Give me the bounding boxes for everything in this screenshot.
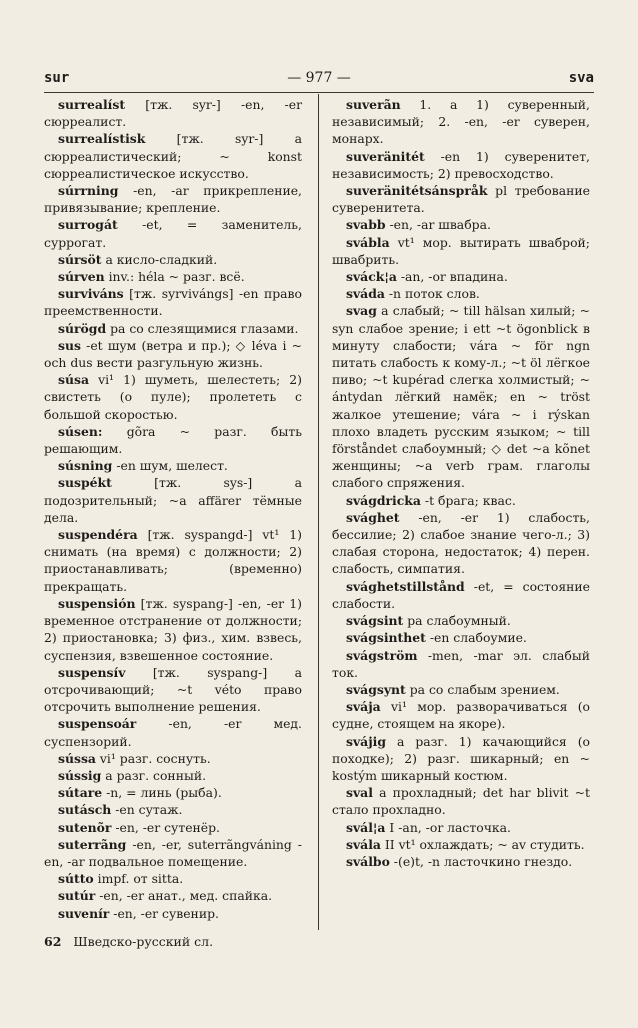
- entry-definition: -et, = заменитель, суррогат.: [44, 217, 302, 250]
- entry-headword: sus: [58, 337, 81, 353]
- dictionary-entry: [44, 337, 302, 371]
- entry-headword: svágsint: [346, 613, 404, 629]
- entry-headword: svághet: [346, 509, 400, 525]
- entry-headword: svag: [346, 303, 377, 319]
- entry-headword: sváda: [346, 286, 385, 302]
- dictionary-entry: [44, 182, 302, 216]
- dictionary-entry: [332, 285, 590, 302]
- dictionary-entry: [332, 96, 590, 148]
- dictionary-entry: [332, 234, 590, 268]
- entry-definition: -et шум (ветра и пр.); ◇ léva i ~ och dus вести разгульную жизнь.: [44, 337, 302, 371]
- entry-headword: sutenõr: [58, 819, 112, 835]
- entry-definition: a разг. 1) качающийся (о походке); 2) разг. шикарный; en ~ kostým шикарный костюм.: [332, 733, 590, 783]
- entry-headword: súrögd: [58, 320, 107, 336]
- entry-definition: -n, = линь (рыба).: [106, 785, 222, 801]
- entry-definition: -en, -er 1) слабость, бессилие; 2) слабое знание чего-л.; 3) слабая сторона, недостаток; 4) перен. слабость, симпатия.: [332, 509, 590, 577]
- entry-definition: pa слабоумный.: [407, 613, 511, 629]
- entry-headword: suspékt: [58, 475, 112, 491]
- entry-definition: II vt¹ охлаждать; ~ av студить.: [384, 836, 585, 852]
- header-rule: [44, 92, 594, 93]
- entry-headword: svájig: [346, 733, 387, 749]
- right-column: [332, 96, 590, 870]
- entry-definition: [тж. syspang-] a отсрочивающий; ~t véto право отсрочить выполнение решения.: [44, 664, 302, 715]
- dictionary-entry: [332, 182, 590, 216]
- entry-definition: -en, -ar швабра.: [389, 217, 491, 233]
- entry-definition: -en, -er анат., мед. спайка.: [99, 888, 273, 904]
- signature-number: 62: [44, 934, 62, 949]
- entry-headword: surrealíst: [58, 97, 126, 112]
- left-column: [44, 96, 302, 922]
- dictionary-entry: [44, 96, 302, 130]
- entry-headword: sússig: [58, 767, 102, 783]
- dictionary-entry: [332, 853, 590, 870]
- entry-definition: -en, -er, suterrãngváning -en, -ar подвальное помещение.: [44, 836, 302, 869]
- entry-headword: svágsynt: [346, 681, 406, 697]
- dictionary-entry: [44, 285, 302, 319]
- dictionary-entry: [44, 784, 302, 801]
- column-divider: [318, 94, 319, 930]
- dictionary-entry: [44, 526, 302, 595]
- dictionary-entry: [44, 457, 302, 474]
- entry-definition: [тж. sys-] a подозрительный; ~a affärer тёмные дела.: [44, 475, 302, 525]
- entry-headword: súrrning: [58, 183, 119, 199]
- entry-headword: suverãn: [346, 97, 401, 112]
- entry-definition: gõra ~ разг. быть решающим.: [44, 423, 302, 457]
- entry-definition: -(e)t, -n ласточкино гнездо.: [393, 853, 573, 869]
- entry-headword: sutásch: [58, 802, 112, 818]
- left-guide-word: sur: [44, 70, 70, 86]
- entry-headword: suvenír: [58, 905, 110, 921]
- entry-definition: 1. a 1) суверенный, независимый; 2. -en, -er суверен, монарх.: [332, 97, 590, 147]
- dictionary-entry: [44, 423, 302, 457]
- dictionary-entry: [44, 320, 302, 337]
- dictionary-entry: [44, 819, 302, 836]
- entry-definition: pa со слабым зрением.: [409, 681, 560, 697]
- entry-definition: impf. от sitta.: [97, 871, 184, 887]
- entry-definition: I -an, -or ласточка.: [389, 819, 511, 835]
- entry-definition: vi¹ 1) шуметь, шелестеть; 2) свистеть (о пуле); пролететь с большой скоростью.: [44, 372, 302, 422]
- entry-headword: súrsöt: [58, 251, 102, 267]
- entry-definition: [тж. syr-] -en, -er сюрреалист.: [44, 97, 302, 130]
- dictionary-entry: [44, 870, 302, 887]
- running-head: [44, 70, 594, 90]
- entry-definition: -en, -er мед. суспензорий.: [44, 716, 302, 749]
- entry-headword: súrven: [58, 269, 105, 285]
- dictionary-entry: [44, 905, 302, 922]
- dictionary-entry: [44, 887, 302, 904]
- entry-headword: súsen:: [58, 423, 103, 439]
- page-footer: [44, 934, 213, 949]
- entry-headword: suspensión: [58, 595, 136, 611]
- entry-headword: svágdricka: [346, 492, 421, 508]
- entry-definition: a прохладный; det har blivit ~t стало прохладно.: [332, 785, 590, 818]
- entry-headword: svála: [346, 836, 381, 852]
- entry-definition: -en, -er сутенёр.: [115, 819, 220, 835]
- entry-definition: [тж. syr-] a сюрреалистический; ~ konst сюрреалистическое искусство.: [44, 131, 302, 181]
- entry-definition: inv.: héla ~ разг. всё.: [108, 269, 245, 285]
- entry-definition: vi¹ разг. соснуть.: [99, 750, 211, 766]
- entry-definition: -en, -ar прикрепление, привязывание; крепление.: [44, 183, 302, 216]
- entry-definition: vi¹ мор. разворачиваться (о судне, стоящем на якоре).: [332, 699, 590, 732]
- entry-headword: sváck¦a: [346, 269, 397, 285]
- entry-definition: vt¹ мор. вытирать шваброй; швабрить.: [332, 234, 590, 267]
- dictionary-entry: [44, 130, 302, 182]
- dictionary-entry: [332, 216, 590, 233]
- entry-definition: -en 1) суверенитет, независимость; 2) превосходство.: [332, 148, 590, 181]
- dictionary-entry: [332, 733, 590, 785]
- dictionary-entry: [44, 664, 302, 716]
- entry-headword: súsa: [58, 372, 89, 388]
- entry-headword: sutúr: [58, 888, 96, 904]
- dictionary-entry: [332, 681, 590, 698]
- dictionary-entry: [332, 148, 590, 182]
- entry-definition: pl требование суверенитета.: [332, 183, 590, 216]
- entry-definition: -en шум, шелест.: [116, 458, 228, 474]
- dictionary-entry: [332, 302, 590, 491]
- entry-headword: sval: [346, 785, 373, 801]
- entry-definition: [тж. syrvivángs] -en право преемственности.: [44, 286, 302, 319]
- dictionary-entry: [44, 251, 302, 268]
- entry-headword: suterrãng: [58, 836, 127, 852]
- entry-definition: a разг. сонный.: [105, 767, 207, 783]
- entry-definition: -en, -er сувенир.: [113, 905, 219, 921]
- entry-headword: svághetstillstånd: [346, 578, 465, 594]
- entry-headword: svál¦a: [346, 819, 386, 835]
- entry-headword: surviváns: [58, 286, 124, 302]
- entry-definition: -n поток слов.: [388, 286, 480, 302]
- dictionary-entry: [332, 819, 590, 836]
- entry-definition: a слабый; ~ till hälsan хилый; ~ syn слабое зрение; i ett ~t ögonblick в минуту слабости; vára ~ för ngn питать слабость к кому-л.; ~t öl лёгкое пиво; ~t kupérad слегка холмистый; ~ ántydan лёгкий намёк; en ~ tröst жалкое утешение; vára ~ i rýskan плохо владеть русским языком; ~ till förståndet слабоумный; ◇ det ~a kõnet женщины; ~a verb грам. глаголы слабого спряжения.: [332, 303, 590, 491]
- dictionary-entry: [44, 216, 302, 250]
- dictionary-entry: [332, 492, 590, 509]
- dictionary-entry: [332, 629, 590, 646]
- entry-definition: -an, -or впадина.: [400, 269, 508, 285]
- entry-definition: [тж. syspangd-] vt¹ 1) снимать (на время) с должности; 2) приостанавливать; (временно) прекращать.: [44, 527, 302, 594]
- dictionary-entry: [332, 647, 590, 681]
- dictionary-entry: [332, 612, 590, 629]
- dictionary-entry: [44, 750, 302, 767]
- dictionary-entry: [44, 474, 302, 526]
- dictionary-entry: [44, 371, 302, 423]
- entry-headword: sútare: [58, 785, 103, 801]
- entry-headword: suspendéra: [58, 527, 138, 543]
- entry-headword: suveränitét: [346, 148, 425, 164]
- entry-headword: suspensív: [58, 664, 126, 680]
- dictionary-entry: [332, 578, 590, 612]
- entry-headword: sválbo: [346, 853, 390, 869]
- signature-title: Шведско-русский сл.: [73, 934, 214, 949]
- entry-headword: surrealístisk: [58, 131, 146, 147]
- entry-definition: -men, -mar эл. слабый ток.: [332, 647, 590, 680]
- entry-headword: svábla: [346, 234, 390, 250]
- entry-headword: suspensoár: [58, 716, 137, 732]
- dictionary-entry: [44, 595, 302, 664]
- entry-headword: svágström: [346, 647, 418, 663]
- entry-definition: [тж. syspang-] -en, -er 1) временное отстранение от должности; 2) приостановка; 3) физ., хим. взвесь, суспензия, взвешенное состояние.: [44, 595, 302, 663]
- dictionary-entry: [44, 801, 302, 818]
- dictionary-entry: [332, 784, 590, 818]
- entry-definition: -et, = состояние слабости.: [332, 578, 590, 611]
- dictionary-entry: [332, 836, 590, 853]
- dictionary-entry: [44, 767, 302, 784]
- entry-headword: svája: [346, 699, 381, 715]
- entry-definition: a кисло-сладкий.: [105, 251, 218, 267]
- entry-headword: suveränitétsánspråk: [346, 183, 488, 199]
- dictionary-entry: [332, 268, 590, 285]
- entry-definition: pa со слезящимися глазами.: [110, 320, 299, 336]
- entry-headword: sússa: [58, 750, 96, 766]
- entry-definition: -t брага; квас.: [424, 492, 516, 508]
- dictionary-entry: [44, 268, 302, 285]
- entry-headword: súsning: [58, 458, 113, 474]
- entry-definition: -en сутаж.: [115, 802, 183, 818]
- entry-definition: -en слабоумие.: [429, 630, 527, 646]
- right-guide-word: sva: [568, 70, 594, 86]
- dictionary-entry: [332, 698, 590, 732]
- dictionary-entry: [44, 836, 302, 870]
- entry-headword: svágsinthet: [346, 630, 426, 646]
- entry-headword: svabb: [346, 217, 386, 233]
- entry-headword: surrogát: [58, 217, 118, 233]
- page-number: — 977 —: [287, 70, 351, 86]
- dictionary-entry: [332, 509, 590, 578]
- entry-headword: sútto: [58, 871, 94, 887]
- dictionary-entry: [44, 715, 302, 749]
